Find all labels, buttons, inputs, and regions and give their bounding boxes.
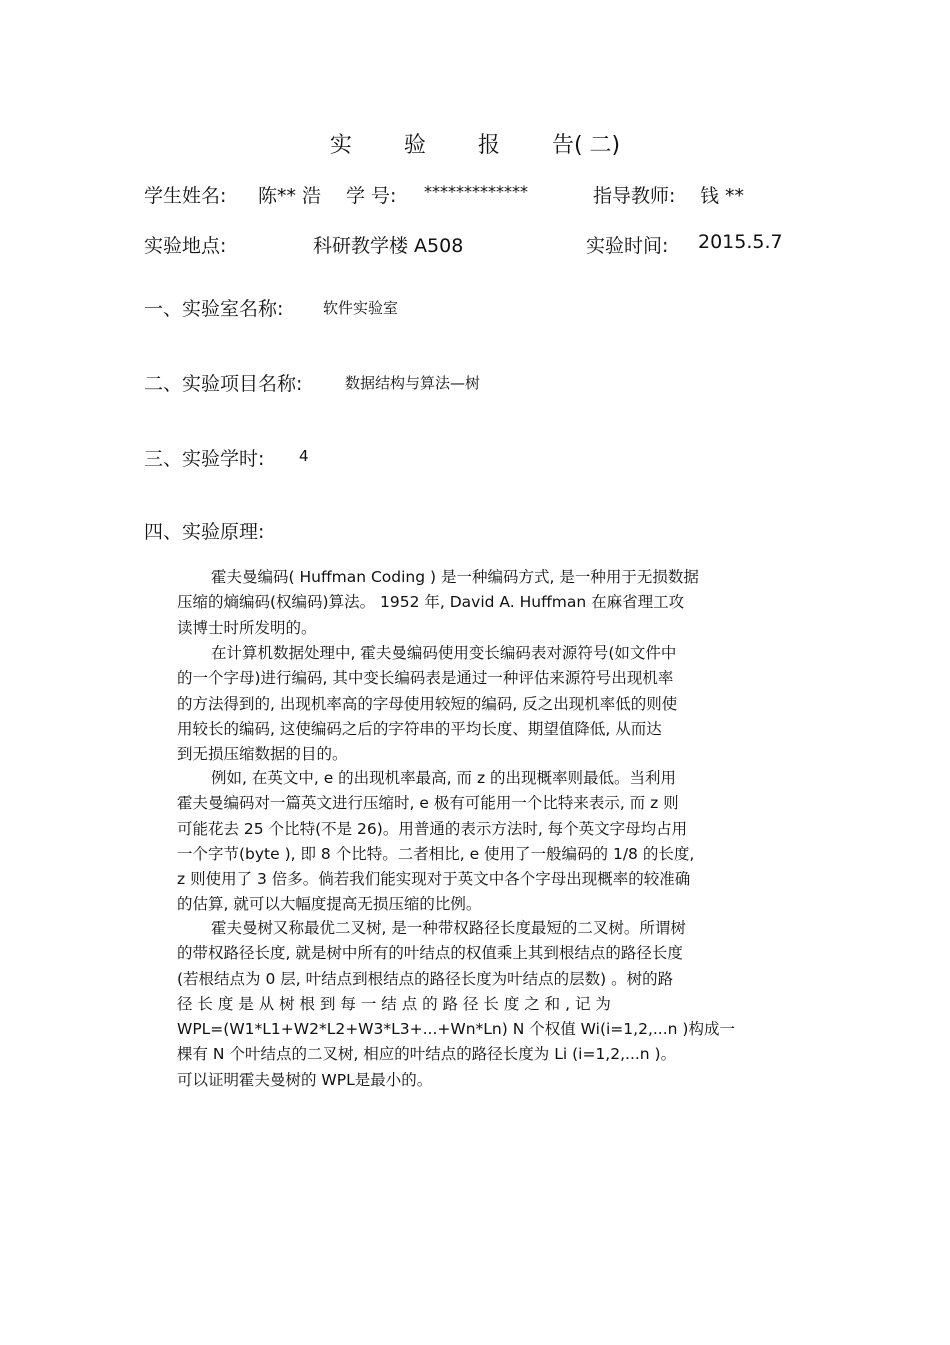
student-name-label: 学生姓名: xyxy=(144,185,227,207)
place-value: 科研教学楼 A508 xyxy=(313,235,464,257)
paragraph-line: 可以证明霍夫曼树的 WPL是最小的。 xyxy=(177,1070,433,1089)
section-1-value: 软件实验室 xyxy=(323,299,399,317)
section-3-heading: 三、实验学时: xyxy=(144,448,265,470)
student-id-label: 学 号: xyxy=(346,185,397,207)
title-char-4: 告( 二) xyxy=(551,133,621,158)
section-1-heading: 一、实验室名称: xyxy=(144,298,284,320)
paragraph-line: 的一个字母)进行编码, 其中变长编码表是通过一种评估来源符号出现机率 xyxy=(177,669,674,688)
title-char-2: 验 xyxy=(403,133,426,158)
title-char-3: 报 xyxy=(477,133,500,158)
time-label: 实验时间: xyxy=(586,235,669,257)
title-char-1: 实 xyxy=(329,133,352,158)
place-label: 实验地点: xyxy=(144,235,227,257)
paragraph-line: 一个字节(byte ), 即 8 个比特。二者相比, e 使用了一般编码的 1/8 的长度, xyxy=(177,844,695,863)
paragraph-line: 的方法得到的, 出现机率高的字母使用较短的编码, 反之出现机率低的则使 xyxy=(177,694,678,713)
paragraph-line: z 则使用了 3 倍多。倘若我们能实现对于英文中各个字母出现概率的较准确 xyxy=(177,870,691,889)
paragraph-line: 的带权路径长度, 就是树中所有的叶结点的权值乘上其到根结点的路径长度 xyxy=(177,944,683,963)
section-3-value: 4 xyxy=(299,447,309,465)
paragraph-line: 径 长 度 是 从 树 根 到 每 一 结 点 的 路 径 长 度 之 和 , 记 为 xyxy=(177,994,611,1013)
paragraph-line: 例如, 在英文中, e 的出现机率最高, 而 z 的出现概率则最低。当利用 xyxy=(211,769,677,787)
paragraph-line: 可能花去 25 个比特(不是 26)。用普通的表示方法时, 每个英文字母均占用 xyxy=(177,819,688,838)
paragraph-2 xyxy=(177,641,805,767)
report-title xyxy=(0,128,950,159)
paragraph-1 xyxy=(177,565,805,641)
section-4-heading: 四、实验原理: xyxy=(144,521,265,543)
teacher-label: 指导教师: xyxy=(593,185,676,207)
paragraph-line: 棵有 N 个叶结点的二叉树, 相应的叶结点的路径长度为 Li (i=1,2,...n )。 xyxy=(177,1045,677,1064)
paragraph-line: 到无损压缩数据的目的。 xyxy=(177,745,348,764)
student-id-value: ************* xyxy=(424,182,528,201)
paragraph-line: 霍夫曼编码对一篇英文进行压缩时, e 极有可能用一个比特来表示, 而 z 则 xyxy=(177,794,679,813)
paragraph-line: 用较长的编码, 这使编码之后的字符串的平均长度、期望值降低, 从而达 xyxy=(177,719,662,738)
teacher-value: 钱 ** xyxy=(700,185,745,207)
paragraph-3 xyxy=(177,766,805,918)
paragraph-line: 压缩的熵编码(权编码)算法。 1952 年, David A. Huffman 在麻省理工攻 xyxy=(177,593,685,612)
paragraph-line: WPL=(W1*L1+W2*L2+W3*L3+...+Wn*Ln) N 个权值 Wi(i=1,2,...n )构成一 xyxy=(177,1020,735,1039)
paragraph-line: 在计算机数据处理中, 霍夫曼编码使用变长编码表对源符号(如文件中 xyxy=(211,644,677,662)
paragraph-line: 的估算, 就可以大幅度提高无损压缩的比例。 xyxy=(177,895,482,914)
student-name-value: 陈** 浩 xyxy=(258,185,322,207)
paragraph-4 xyxy=(177,916,805,1093)
section-2-heading: 二、实验项目名称: xyxy=(144,373,303,395)
paragraph-line: 读博士时所发明的。 xyxy=(177,618,317,637)
paragraph-line: (若根结点为 0 层, 叶结点到根结点的路径长度为叶结点的层数) 。树的路 xyxy=(177,969,674,988)
time-value: 2015.5.7 xyxy=(698,231,783,253)
paragraph-line: 霍夫曼编码( Huffman Coding ) 是一种编码方式, 是一种用于无损数据 xyxy=(211,568,699,586)
section-2-value: 数据结构与算法—树 xyxy=(345,374,481,392)
paragraph-line: 霍夫曼树又称最优二叉树, 是一种带权路径长度最短的二叉树。所谓树 xyxy=(211,919,686,937)
